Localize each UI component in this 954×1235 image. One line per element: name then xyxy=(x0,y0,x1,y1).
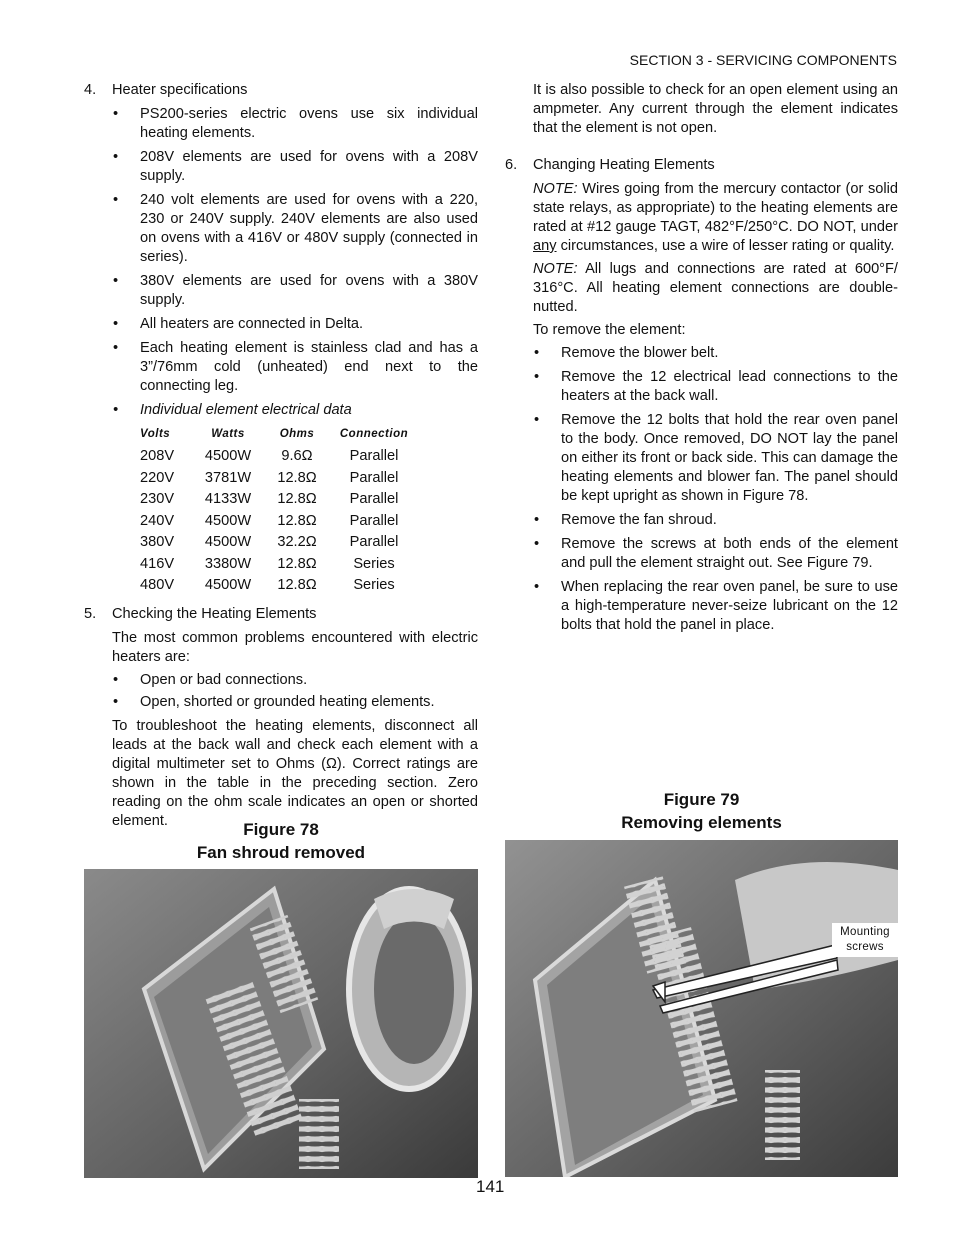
list-item: • Remove the screws at both ends of the element and pull the element straight out. See Figure 79. xyxy=(533,535,898,573)
section-5-number: 5. xyxy=(84,605,97,622)
table-cell: 32.2Ω xyxy=(277,534,317,550)
note-paragraph xyxy=(533,180,898,256)
table-cell: 4500W xyxy=(204,448,252,464)
table-cell: 4500W xyxy=(204,512,252,529)
list-item: • All heaters are connected in Delta. xyxy=(112,315,478,334)
table-cell: Series xyxy=(353,555,395,572)
section-6-title: Changing Heating Elements xyxy=(533,157,715,173)
table-row xyxy=(140,446,426,468)
note-text: Wires going from the mercury contactor (or solid state relays, as appropriate) to the heating elements are rated at #12 gauge TAGT, 482°F/250°C. DO NOT, under xyxy=(533,181,898,235)
table-cell: 12.8Ω xyxy=(277,491,317,507)
table-row xyxy=(140,532,426,554)
table-cell: Parallel xyxy=(349,469,399,486)
list-item: • PS200-series electric ovens use six individual heating elements. xyxy=(112,105,478,143)
column-header: Watts xyxy=(211,428,245,440)
element-data-table xyxy=(140,425,426,597)
table-cell: 4133W xyxy=(204,491,252,507)
table-row xyxy=(140,575,426,597)
list-item: • Individual element electrical data xyxy=(112,401,478,420)
section-5-title: Checking the Heating Elements xyxy=(112,605,317,622)
table-cell: Parallel xyxy=(349,534,399,550)
list-item: • Remove the 12 bolts that hold the rear oven panel to the body. Once removed, DO NOT lay the panel on either its front or back side. This can damage the heating elements and blower fan. The panel should be kept upright as shown in Figure 78. xyxy=(533,411,898,506)
list-item: • 208V elements are used for ovens with a 208V supply. xyxy=(112,148,478,186)
table-cell: 480V xyxy=(140,577,175,593)
removing-elements-photo-illustration xyxy=(505,840,898,1177)
table-cell: 230V xyxy=(140,491,175,507)
table-cell: Parallel xyxy=(349,448,399,464)
table-cell: 220V xyxy=(140,469,175,486)
list-item: • Remove the blower belt. xyxy=(533,344,898,363)
table-cell: 12.8Ω xyxy=(277,512,317,529)
column-header: Volts xyxy=(140,428,171,440)
table-cell: 12.8Ω xyxy=(277,577,317,593)
table-row xyxy=(140,468,426,490)
column-header: Ohms xyxy=(279,428,315,440)
list-item: • Remove the 12 electrical lead connections to the heaters at the back wall. xyxy=(533,368,898,406)
list-item: • Open, shorted or grounded heating elements. xyxy=(112,693,478,712)
table-cell: 240V xyxy=(140,512,175,529)
fan-shroud-photo-illustration xyxy=(84,869,478,1178)
note-label: NOTE: xyxy=(533,181,578,197)
table-cell: Parallel xyxy=(349,512,399,529)
table-cell: 12.8Ω xyxy=(277,469,317,486)
list-item: • When replacing the rear oven panel, be sure to use a high-temperature never-seize lubricant on the 12 bolts that hold the panel in place. xyxy=(533,578,898,635)
note-emphasis: any xyxy=(533,238,557,254)
note-paragraph xyxy=(533,260,898,317)
table-cell: Parallel xyxy=(349,491,399,507)
note-text: circumstances, use a wire of lesser rating or quality. xyxy=(556,238,895,254)
table-header-row xyxy=(140,425,426,446)
left-column xyxy=(84,81,478,835)
callout-line: screws xyxy=(846,941,884,953)
removal-steps-list xyxy=(533,344,898,635)
section-4-heading xyxy=(84,81,478,100)
table-row xyxy=(140,554,426,576)
note-label: NOTE: xyxy=(533,261,578,277)
list-item: • Open or bad connections. xyxy=(112,671,478,690)
list-item: • 240 volt elements are used for ovens with a 220, 230 or 240V supply. 240V elements are also used on ovens with a 416V or 480V supply (connected in series). xyxy=(112,191,478,267)
mounting-screws-callout xyxy=(832,923,898,957)
figure-79-title: Removing elements xyxy=(621,813,782,832)
callout-line: Mounting xyxy=(840,926,890,938)
table-cell: 4500W xyxy=(204,577,252,593)
section-6-heading xyxy=(505,156,898,175)
figure-78-caption xyxy=(84,818,478,864)
table-cell: 9.6Ω xyxy=(281,448,313,464)
table-row xyxy=(140,511,426,533)
paragraph: To remove the element: xyxy=(533,322,686,338)
section-6-number: 6. xyxy=(505,157,518,173)
section-4-number: 4. xyxy=(84,82,97,98)
list-item: • Remove the fan shroud. xyxy=(533,511,898,530)
figure-79-number: Figure 79 xyxy=(663,790,740,809)
heater-spec-list xyxy=(112,105,478,420)
column-header: Connection xyxy=(339,428,409,440)
paragraph: It is also possible to check for an open element using an ampmeter. Any current through the element indicates that the element is not open. xyxy=(533,82,898,136)
section-5-heading xyxy=(84,605,478,624)
table-cell: 12.8Ω xyxy=(277,555,317,572)
table-cell: 3781W xyxy=(204,469,252,486)
table-row xyxy=(140,489,426,511)
section-4-title: Heater specifications xyxy=(112,82,248,98)
table-cell: 416V xyxy=(140,555,175,572)
figure-78-number: Figure 78 xyxy=(243,820,319,839)
table-cell: 208V xyxy=(140,448,175,464)
table-cell: 380V xyxy=(140,534,175,550)
figure-79-photo xyxy=(505,840,898,1177)
note-text: All lugs and connections are rated at 600°F/ 316°C. All heating element connections are double-nutted. xyxy=(533,261,898,315)
table-cell: 3380W xyxy=(204,555,252,572)
problem-list xyxy=(112,671,478,712)
section-header: SECTION 3 - SERVICING COMPONENTS xyxy=(629,52,897,68)
table-cell: Series xyxy=(353,577,395,593)
paragraph: The most common problems encountered with electric heaters are: xyxy=(112,629,478,665)
figure-78-title: Fan shroud removed xyxy=(196,843,366,862)
right-column xyxy=(505,81,898,640)
table-cell: 4500W xyxy=(204,534,252,550)
paragraph: To troubleshoot the heating elements, disconnect all leads at the back wall and check each element with a digital multimeter set to Ohms (Ω). Correct ratings are shown in the table in the preceding section. Zero reading on the ohm scale indicates an open or shorted element. xyxy=(112,717,478,829)
list-item: • Each heating element is stainless clad and has a 3”/76mm cold (unheated) end next to the connecting leg. xyxy=(112,339,478,396)
page-number: 141 xyxy=(476,1177,505,1196)
figure-79-caption xyxy=(505,788,898,834)
figure-78-photo xyxy=(84,869,478,1178)
list-item: • 380V elements are used for ovens with a 380V supply. xyxy=(112,272,478,310)
